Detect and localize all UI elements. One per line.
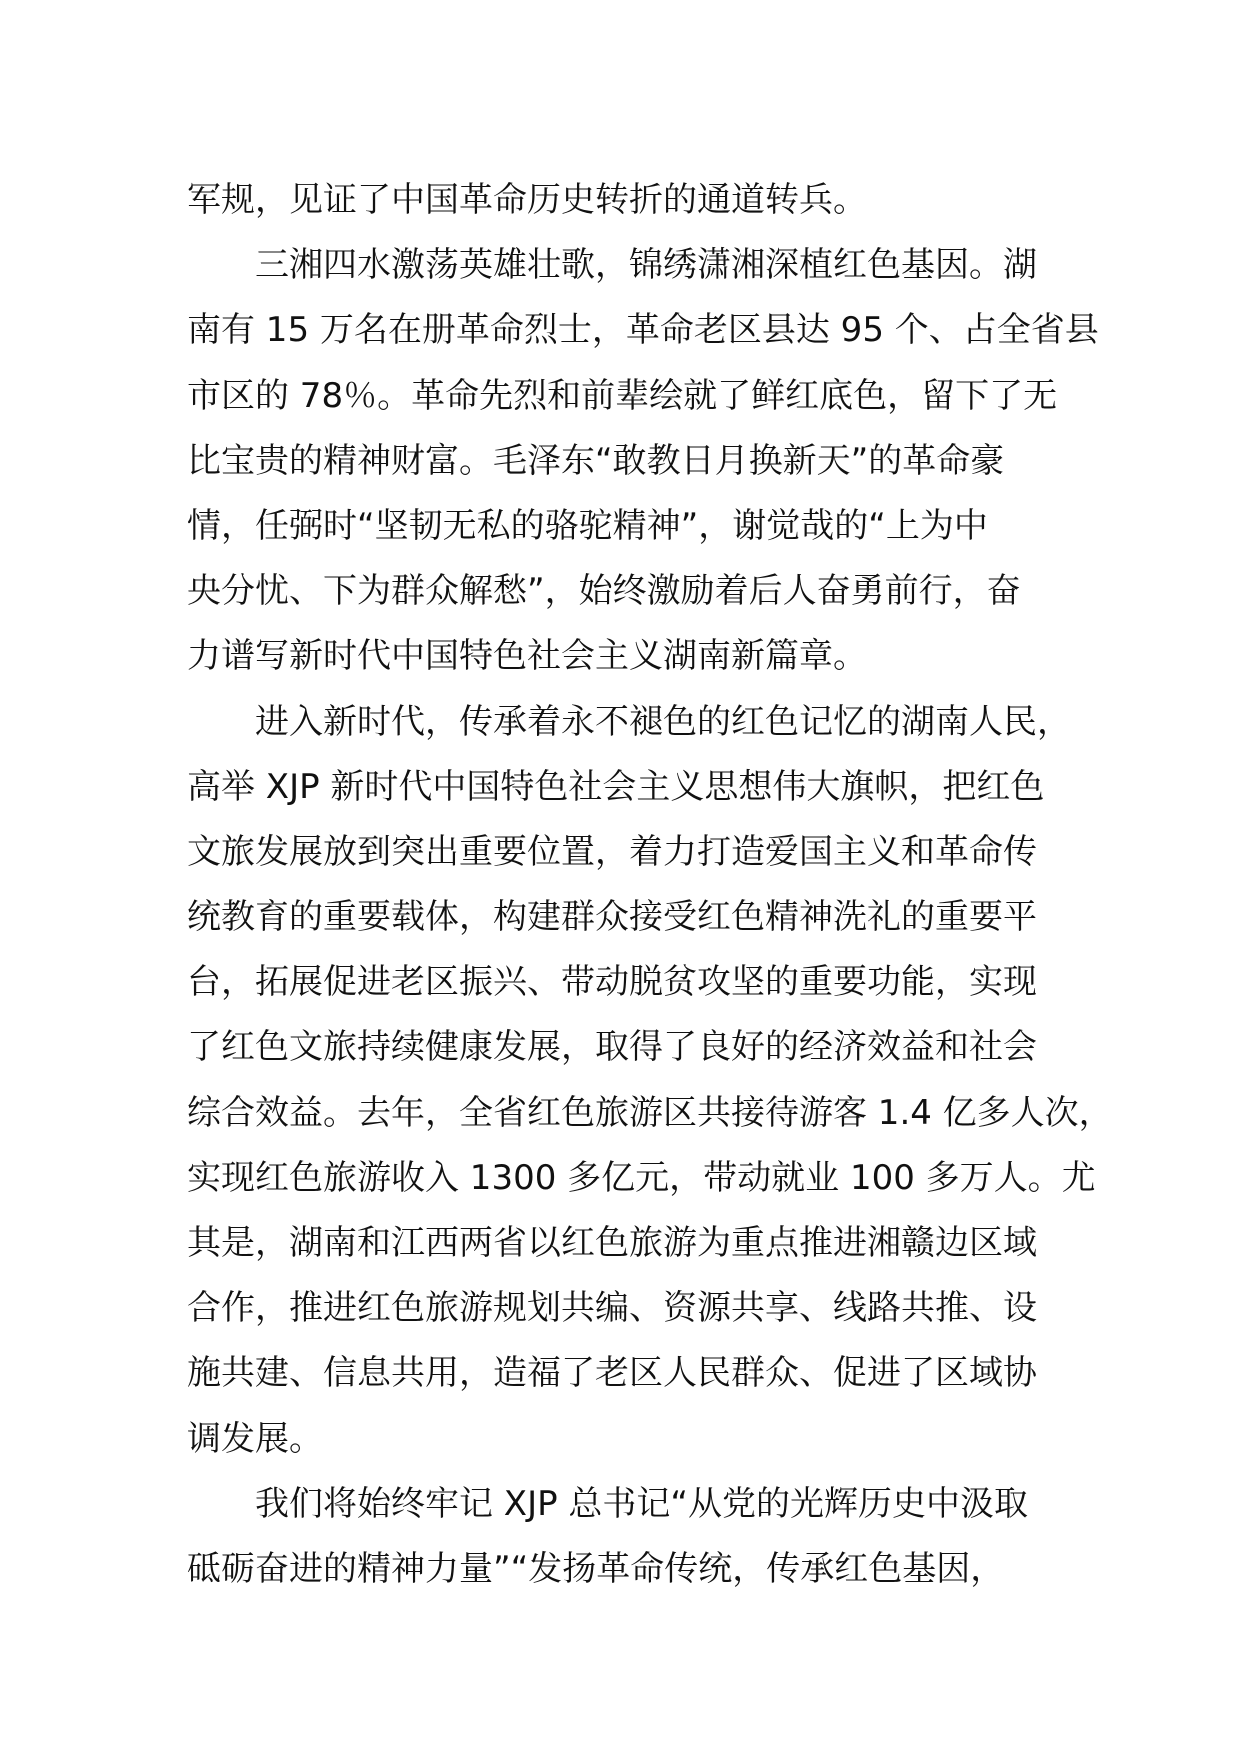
text-line: 进入新时代，传承着永不褪色的红色记忆的湖南人民，: [255, 701, 1071, 742]
text-line: 了红色文旅持续健康发展，取得了良好的经济效益和社会: [187, 1027, 1037, 1068]
text-line: 我们将始终牢记 XJP 总书记“从党的光辉历史中汲取: [255, 1483, 1029, 1524]
text-line: 合作，推进红色旅游规划共编、资源共享、线路共推、设: [187, 1288, 1037, 1329]
text-line: 调发展。: [187, 1418, 323, 1459]
text-line: 施共建、信息共用，造福了老区人民群众、促进了区域协: [187, 1353, 1037, 1394]
body-text: [187, 168, 1113, 1602]
text-line: 市区的 78％。革命先烈和前辈绘就了鲜红底色，留下了无: [187, 375, 1058, 416]
text-line: 统教育的重要载体，构建群众接受红色精神洗礼的重要平: [187, 897, 1037, 938]
text-line: 综合效益。去年，全省红色旅游区共接待游客 1.4 亿多人次，: [187, 1092, 1113, 1133]
text-line: 南有 15 万名在册革命烈士，革命老区县达 95 个、占全省县: [187, 310, 1099, 351]
text-line: 央分忧、下为群众解愁”，始终激励着后人奋勇前行，奋: [187, 571, 1021, 612]
text-line: 文旅发展放到突出重要位置，着力打造爱国主义和革命传: [187, 831, 1037, 872]
text-line: 砥砺奋进的精神力量”“发扬革命传统，传承红色基因，: [187, 1548, 1005, 1589]
text-line: 军规，见证了中国革命历史转折的通道转兵。: [187, 180, 867, 220]
text-line: 其是，湖南和江西两省以红色旅游为重点推进湘赣边区域: [187, 1223, 1037, 1263]
text-line: 力谱写新时代中国特色社会主义湖南新篇章。: [187, 636, 867, 677]
text-line: 实现红色旅游收入 1300 多亿元，带动就业 100 多万人。尤: [187, 1157, 1096, 1198]
text-line: 台，拓展促进老区振兴、带动脱贫攻坚的重要功能，实现: [187, 962, 1037, 1003]
text-line: 高举 XJP 新时代中国特色社会主义思想伟大旗帜，把红色: [187, 766, 1045, 807]
text-line: 比宝贵的精神财富。毛泽东“敢教日月换新天”的革命豪: [187, 440, 1005, 481]
text-line: 情，任弼时“坚韧无私的骆驼精神”，谢觉哉的“上为中: [187, 505, 988, 546]
text-line: 三湘四水激荡英雄壮歌，锦绣潇湘深植红色基因。湖: [255, 245, 1037, 286]
